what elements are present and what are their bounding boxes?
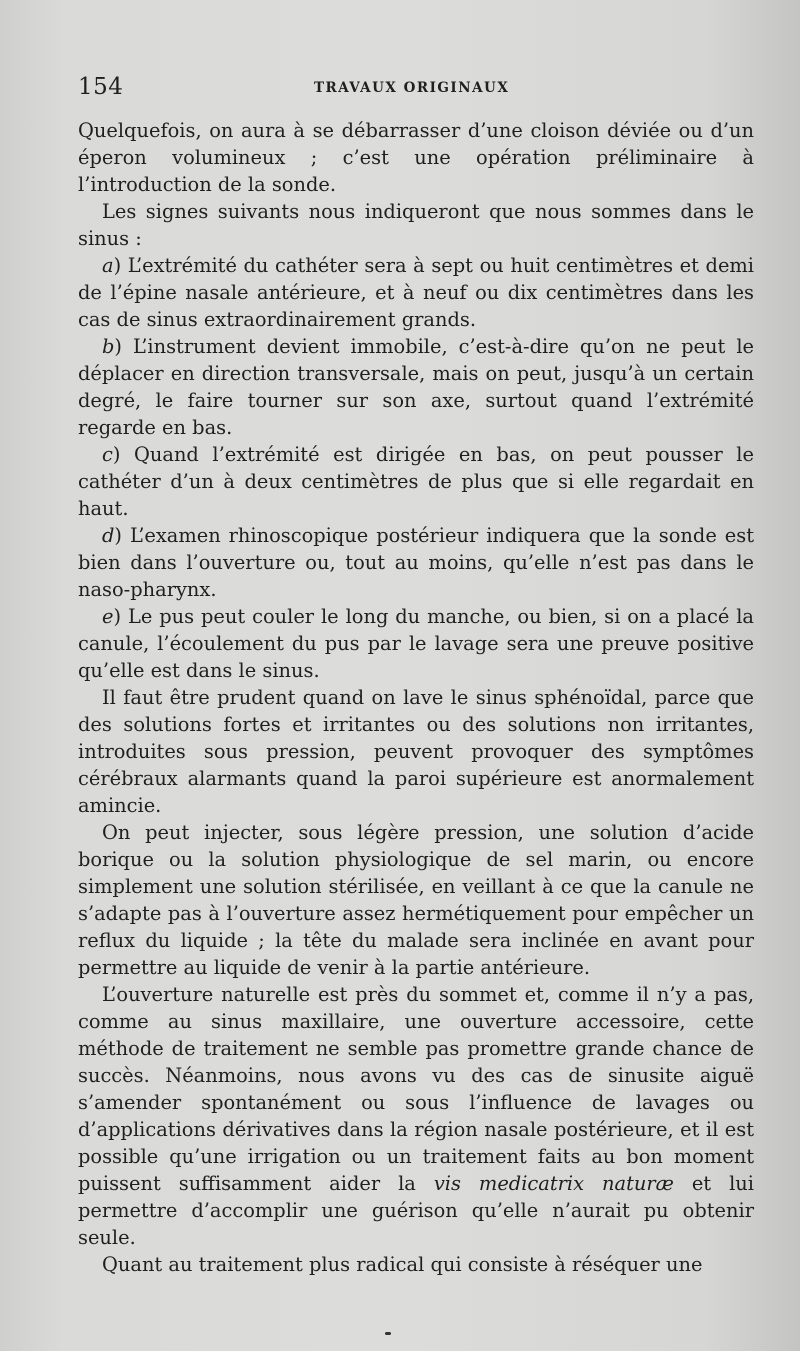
latin-phrase: vis medicatrix naturæ bbox=[433, 1172, 674, 1195]
paragraph: Quant au traitement plus radical qui consiste à réséquer une bbox=[102, 1253, 703, 1276]
item-label: a bbox=[102, 254, 114, 277]
paragraph: L’ouverture naturelle est près du sommet et, comme il n’y a pas, comme au sinus maxillaire, une ouverture accessoire, cette méthode de traitement ne semble pas promettre grande chance de succès. Néanmoins, nous avons vu des cas de sinusite aiguë s’amender spontanément ou sous l’influence de lavages ou d’applications dérivatives dans la région nasale postérieure, et il est possible qu’une irrigation ou un traitement faits au bon moment puissent suffisamment aider la vis medicatrix naturæ et lui permettre d’accomplir une guérison qu’elle n’aurait pu obtenir seule. bbox=[78, 983, 754, 1249]
print-speck bbox=[385, 1332, 391, 1335]
list-item-b: b) L’instrument devient immobile, c’est-à-dire qu’on ne peut le déplacer en direction transversale, mais on peut, jusqu’à un certain degré, le faire tourner sur son axe, surtout quand l’extrémité regarde en bas. bbox=[78, 335, 754, 439]
paragraph: Il faut être prudent quand on lave le sinus sphénoïdal, parce que des solutions fortes et irritantes ou des solutions non irritantes, introduites sous pression, peuvent provoquer des symptômes cérébraux alarmants quand la paroi supérieure est anormalement amincie. bbox=[78, 686, 754, 817]
running-head: TRAVAUX ORIGINAUX bbox=[314, 80, 510, 96]
paragraph: Les signes suivants nous indiqueront que nous sommes dans le sinus : bbox=[78, 200, 754, 250]
list-item-a: a) L’extrémité du cathéter sera à sept ou huit centimètres et demi de l’épine nasale antérieure, et à neuf ou dix centimètres dans les cas de sinus extraordinairement grands. bbox=[78, 254, 755, 331]
page-header bbox=[78, 74, 754, 104]
item-label: b bbox=[102, 335, 115, 358]
list-item-d: d) L’examen rhinoscopique postérieur indiquera que la sonde est bien dans l’ouverture ou, tout au moins, qu’elle n’est pas dans le naso-pharynx. bbox=[78, 524, 754, 601]
page-number: 154 bbox=[78, 74, 124, 100]
paragraph: Quelquefois, on aura à se débarrasser d’une cloison déviée ou d’un éperon volumineux ; c’est une opération préliminaire à l’introduction de la sonde. bbox=[78, 119, 754, 196]
list-item-e: e) Le pus peut couler le long du manche, ou bien, si on a placé la canule, l’écoulement du pus par le lavage sera une preuve positive qu’elle est dans le sinus. bbox=[78, 605, 754, 682]
item-label: d bbox=[102, 524, 115, 547]
item-label: c bbox=[102, 443, 113, 466]
body-text bbox=[78, 117, 754, 1278]
item-label: e bbox=[102, 605, 114, 628]
list-item-c: c) Quand l’extrémité est dirigée en bas, on peut pousser le cathéter d’un à deux centimètres de plus que si elle regardait en haut. bbox=[78, 443, 754, 520]
paragraph: On peut injecter, sous légère pression, une solution d’acide borique ou la solution physiologique de sel marin, ou encore simplement une solution stérilisée, en veillant à ce que la canule ne s’adapte pas à l’ouverture assez hermétiquement pour empêcher un reflux du liquide ; la tête du malade sera inclinée en avant pour permettre au liquide de venir à la partie antérieure. bbox=[78, 821, 754, 979]
